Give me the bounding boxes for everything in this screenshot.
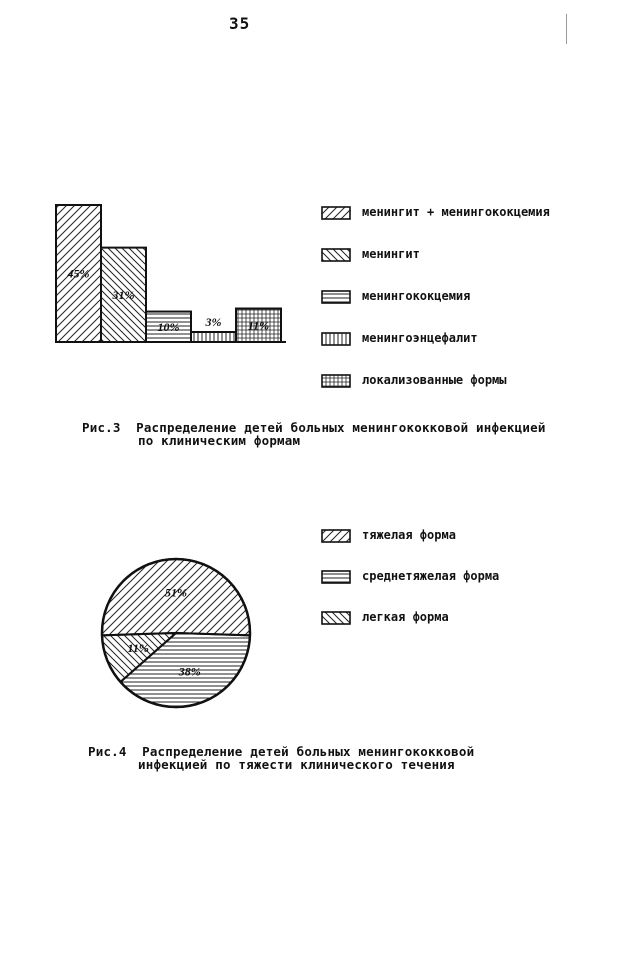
figure3-caption-prefix: Рис.3 — [82, 420, 121, 435]
figure4-caption-prefix: Рис.4 — [88, 744, 127, 759]
bar-data-label: 31% — [112, 287, 135, 302]
figure4-caption-line2-wrap — [138, 758, 455, 771]
bar-legend-label: локализованные формы — [362, 373, 507, 387]
bar-legend-swatch — [322, 207, 350, 219]
bar-data-label: 3% — [205, 315, 222, 329]
bar-data-label: 10% — [157, 319, 180, 334]
pie-legend-swatch — [322, 571, 350, 583]
legend-swatches — [322, 207, 350, 624]
bar-legend-label: менингоэнцефалит — [362, 331, 478, 345]
pie-data-label: 38% — [178, 664, 201, 679]
figure3-caption-line2: по клиническим формам — [138, 433, 301, 448]
bar-4 — [191, 332, 236, 342]
bar-legend-label: менингит + менингококцемия — [362, 205, 550, 219]
pie-legend-label: среднетяжелая форма — [362, 569, 500, 583]
pie-legend-swatch — [322, 530, 350, 542]
bar-legend-swatch — [322, 333, 350, 345]
figure4-caption-line1: Распределение детей больных менингококковой — [142, 744, 475, 759]
page-number: 35 — [229, 14, 251, 33]
pie-legend-swatch — [322, 612, 350, 624]
pie-legend-label: легкая форма — [362, 610, 449, 624]
pie-data-label: 11% — [127, 640, 149, 655]
bar-legend-label: менингококцемия — [362, 289, 471, 303]
bar-data-label: 11% — [247, 318, 270, 333]
figure3-caption-line2-wrap — [138, 434, 300, 447]
pie-legend-label: тяжелая форма — [362, 528, 456, 542]
figure3-caption-line1: Распределение детей больных менингококковой инфекцией — [136, 420, 546, 435]
bar-legend-label: менингит — [362, 247, 420, 261]
bar-legend-swatch — [322, 249, 350, 261]
pie-chart — [102, 559, 250, 707]
pie-data-label: 51% — [165, 585, 187, 600]
figure4-caption-line2: инфекцией по тяжести клинического течения — [138, 757, 455, 772]
bar-legend-swatch — [322, 375, 350, 387]
bar-chart — [55, 205, 286, 342]
bar-legend-swatch — [322, 291, 350, 303]
bar-data-label: 45% — [67, 266, 90, 281]
